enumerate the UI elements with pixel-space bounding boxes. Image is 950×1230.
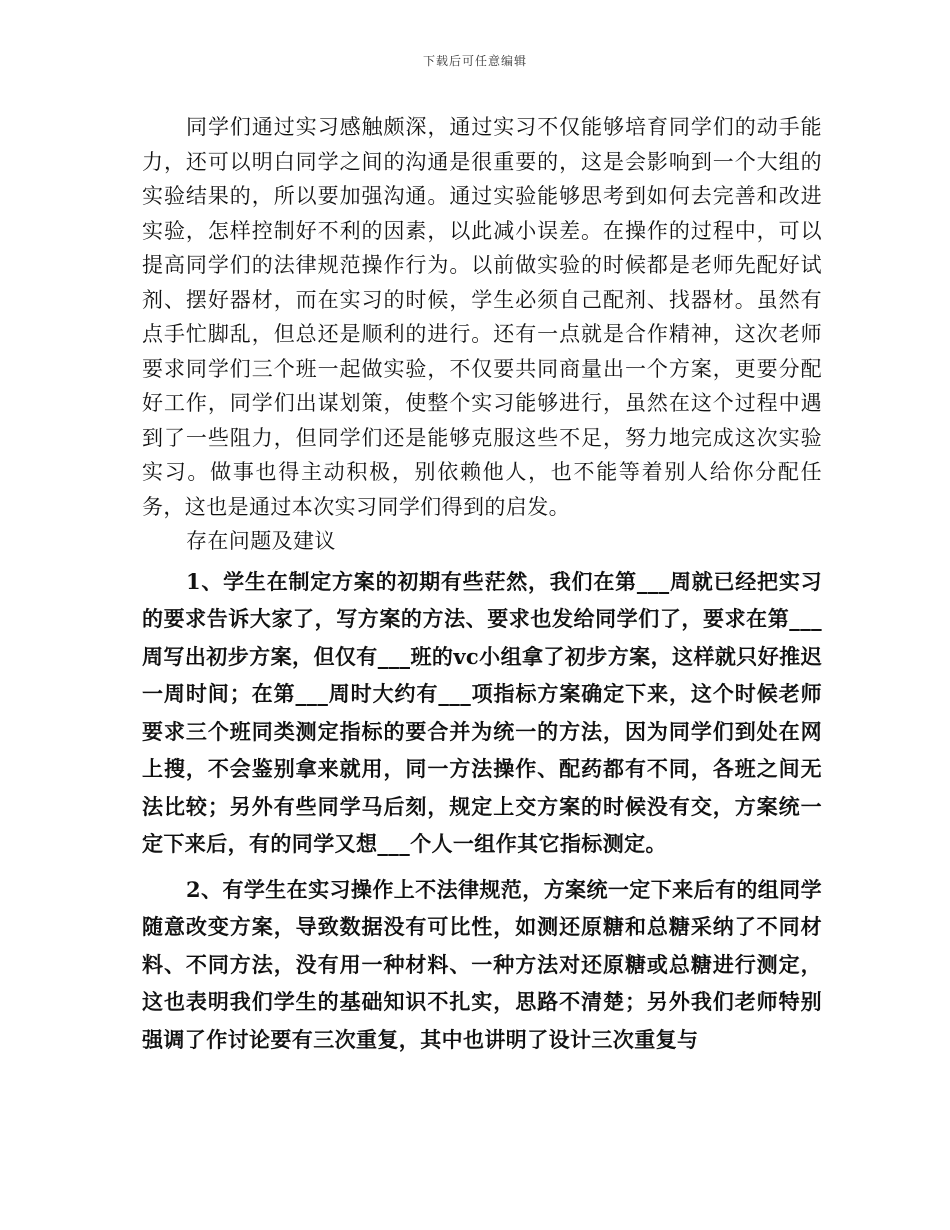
document-body: [142, 110, 822, 1058]
paragraph-summary: 同学们通过实习感触颇深，通过实习不仅能够培育同学们的动手能力，还可以明白同学之间的沟通是很重要的，这是会影响到一个大组的实验结果的，所以要加强沟通。通过实验能够思考到如何去完善和改进实验，怎样控制好不利的因素，以此减小误差。在操作的过程中，可以提高同学们的法律规范操作行为。以前做实验的时候都是老师先配好试剂、摆好器材，而在实习的时候，学生必须自己配剂、找器材。虽然有点手忙脚乱，但总还是顺利的进行。还有一点就是合作精神，这次老师要求同学们三个班一起做实验，不仅要共同商量出一个方案，更要分配好工作，同学们出谋划策，使整个实习能够进行，虽然在这个过程中遇到了一些阻力，但同学们还是能够克服这些不足，努力地完成这次实验实习。做事也得主动积极，别依赖他人，也不能等着别人给你分配任务，这也是通过本次实习同学们得到的启发。: [142, 115, 822, 519]
list-item-problem-2: 2、有学生在实习操作上不法律规范，方案统一定下来后有的组同学随意改变方案，导致数据没有可比性，如测还原糖和总糖采纳了不同材料、不同方法，没有用一种材料、一种方法对还原糖或总糖进行测定，这也表明我们学生的基础知识不扎实，思路不清楚；另外我们老师特别强调了作讨论要有三次重复，其中也讲明了设计三次重复与: [142, 876, 822, 1052]
section-heading: 存在问题及建议: [186, 529, 336, 553]
list-item-problem-1: 1、学生在制定方案的初期有些茫然，我们在第___周就已经把实习的要求告诉大家了，写方案的方法、要求也发给同学们了，要求在第___周写出初步方案，但仅有___班的vc小组拿了初步方案，这样就只好推迟一周时间；在第___周时大约有___项指标方案确定下来，这个时候老师要求三个班同类测定指标的要合并为统一的方法，因为同学们到处在网上搜，不会鉴别拿来就用，同一方法操作、配药都有不同，各班之间无法比较；另外有些同学马后刻，规定上交方案的时候没有交，方案统一定下来后，有的同学又想___个人一组作其它指标测定。: [142, 568, 822, 856]
page-header-note: 下载后可任意编辑: [422, 54, 527, 68]
